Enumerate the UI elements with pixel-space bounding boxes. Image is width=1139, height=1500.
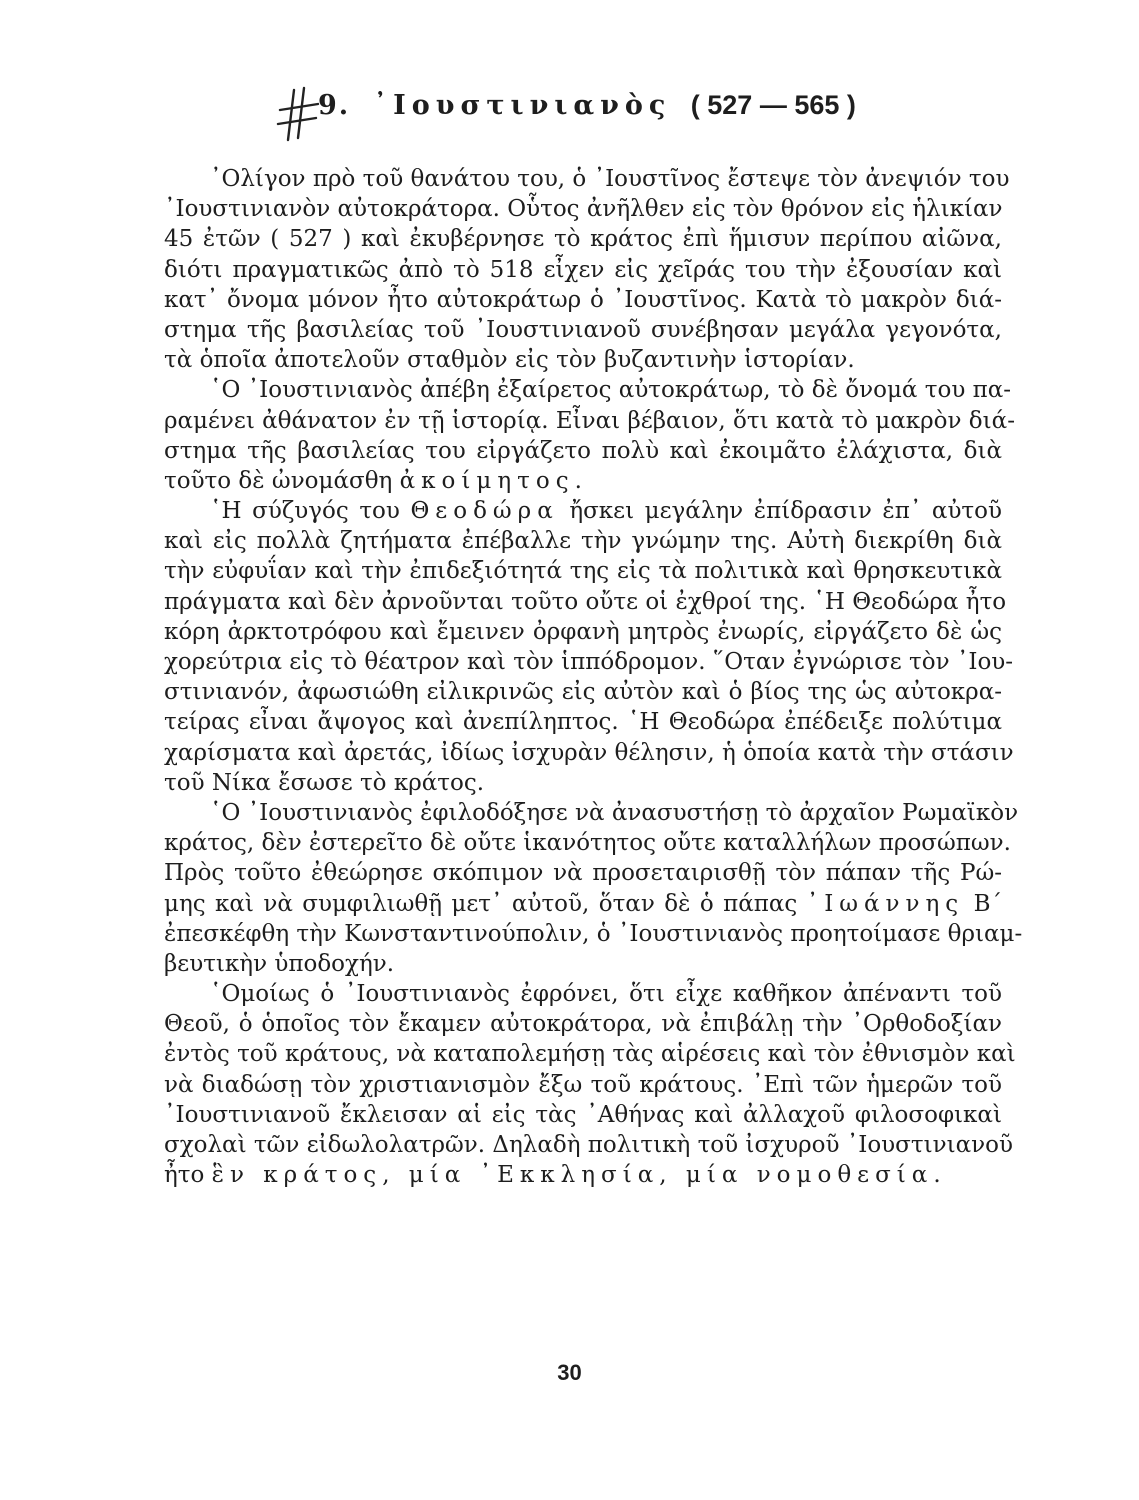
text-line: ᾽Ολίγον πρὸ τοῦ θανάτου του, ὁ ᾽Ιουστῖνος ἔστεψε τὸν ἀνεψιόν του [210, 166, 1010, 192]
text-line: σχολαὶ τῶν εἰδωλολατρῶν. Δηλαδὴ πολιτικὴ τοῦ ἰσχυροῦ ᾽Ιουστινιανοῦ [164, 1132, 1013, 1158]
text-segment: Β´ [973, 890, 1003, 917]
text-segment: ἤσκει μεγάλην ἐπίδρασιν ἐπ᾽ αὐτοῦ [569, 498, 1002, 525]
text-line: πράγματα καὶ δὲν ἀρνοῦνται τοῦτο οὔτε οἱ ἐχθροί της. ῾Η Θεοδώρα ἦτο [164, 588, 1007, 615]
text-segment: μης καὶ νὰ συμφιλιωθῇ μετ᾽ αὐτοῦ, ὅταν δὲ ὁ πάπας [164, 890, 798, 917]
text-line: ῾Ο ᾽Ιουστινιανὸς ἐφιλοδόξησε νὰ ἀνασυστήσῃ τὸ ἀρχαῖον Ρωμαϊκὸν [210, 799, 1019, 826]
text-line: βευτικὴν ὑποδοχήν. [164, 950, 395, 977]
text-line: ῾Ομοίως ὁ ᾽Ιουστινιανὸς ἐφρόνει, ὅτι εἶχε καθῆκον ἀπέναντι τοῦ [210, 981, 1002, 1008]
spaced-word-akoimitos: ἀκοίμητος. [399, 467, 588, 494]
text-line: τὰ ὁποῖα ἀποτελοῦν σταθμὸν εἰς τὸν βυζαντινὴν ἱστορίαν. [164, 347, 855, 374]
text-line: στινιανόν, ἀφωσιώθη εἰλικρινῶς εἰς αὐτὸν καὶ ὁ βίος της ὡς αὐτοκρα- [164, 679, 1002, 706]
page-number: 30 [557, 1360, 582, 1385]
text-line: καὶ εἰς πολλὰ ζητήματα ἐπέβαλλε τὴν γνώμην της. Αὐτὴ διεκρίθη διὰ [164, 528, 1002, 555]
text-line [164, 889, 1002, 919]
text-line: ραμένει ἀθάνατον ἐν τῇ ἱστορίᾳ. Εἶναι βέβαιον, ὅτι κατὰ τὸ μακρὸν διά- [164, 407, 1015, 434]
text-segment: ῾Η σύζυγός του [210, 498, 400, 525]
text-segment: τοῦτο δὲ ὠνομάσθη [164, 467, 393, 494]
text-line: στημα τῆς βασιλείας του εἰργάζετο πολὺ καὶ ἐκοιμᾶτο ἐλάχιστα, διὰ [164, 437, 1002, 464]
text-segment: ἦτο [164, 1162, 205, 1189]
text-line [164, 466, 1002, 496]
chapter-years: ( 527 — 565 ) [690, 90, 856, 120]
handwritten-hash-mark [276, 86, 324, 144]
text-line [164, 1160, 1002, 1190]
text-line: νὰ διαδώσῃ τὸν χριστιανισμὸν ἔξω τοῦ κράτους. ᾽Επὶ τῶν ἡμερῶν τοῦ [164, 1071, 1002, 1098]
text-line: ἐπεσκέφθη τὴν Κωνσταντινούπολιν, ὁ ᾽Ιουστινιανὸς προητοίμασε θριαμ- [164, 920, 1023, 947]
text-line: στημα τῆς βασιλείας τοῦ ᾽Ιουστινιανοῦ συνέβησαν μεγάλα γεγονότα, [164, 316, 1002, 343]
spaced-word-theodora: Θεοδώρα [410, 498, 559, 525]
text-line: χαρίσματα καὶ ἀρετάς, ἰδίως ἰσχυρὰν θέλησιν, ἡ ὁποία κατὰ τὴν στάσιν [164, 739, 1014, 766]
text-line: Πρὸς τοῦτο ἐθεώρησε σκόπιμον νὰ προσεταιρισθῇ τὸν πάπαν τῆς Ρώ- [164, 860, 1002, 887]
text-line: ᾽Ιουστινιανοῦ ἔκλεισαν αἱ εἰς τὰς ᾽Αθήνας καὶ ἀλλαχοῦ φιλοσοφικαὶ [164, 1101, 1002, 1128]
text-line: διότι πραγματικῶς ἀπὸ τὸ 518 εἶχεν εἰς χεῖράς του τὴν ἐξουσίαν καὶ [164, 256, 1002, 283]
text-line: χορεύτρια εἰς τὸ θέατρον καὶ τὸν ἱππόδρομον. ῞Οταν ἐγνώρισε τὸν ᾽Ιου- [164, 649, 1014, 675]
chapter-number: 9. [318, 90, 351, 121]
text-line [164, 496, 1002, 526]
text-line: τὴν εὐφυΐαν καὶ τὴν ἐπιδεξιότητά της εἰς τὰ πολιτικὰ καὶ θρησκευτικὰ [164, 558, 1002, 585]
spaced-motto: ἓν κράτος, μία ᾽Εκκλησία, μία νομοθεσία. [211, 1162, 947, 1189]
text-line: 45 ἐτῶν ( 527 ) καὶ ἐκυβέρνησε τὸ κράτος ἐπὶ ἥμισυν περίπου αἰῶνα, [164, 226, 1002, 253]
text-line: τοῦ Νίκα ἔσωσε τὸ κράτος. [164, 769, 485, 796]
text-line: τείρας εἶναι ἄψογος καὶ ἀνεπίληπτος. ῾Η Θεοδώρα ἐπέδειξε πολύτιμα [164, 709, 1002, 736]
spaced-word-ioannis: ᾽Ιωάννης [806, 890, 965, 917]
body-text [164, 164, 1023, 1190]
text-line: ᾽Ιουστινιανὸν αὐτοκράτορα. Οὗτος ἀνῆλθεν εἰς τὸν θρόνον εἰς ἡλικίαν [164, 196, 1003, 223]
text-line: Θεοῦ, ὁ ὁποῖος τὸν ἔκαμεν αὐτοκράτορα, νὰ ἐπιβάλῃ τὴν ᾽Ορθοδοξίαν [164, 1011, 1002, 1038]
chapter-heading [318, 90, 918, 121]
chapter-title: ᾽Ιουστινιανὸς [373, 90, 672, 121]
text-line: κόρη ἀρκτοτρόφου καὶ ἔμεινεν ὀρφανὴ μητρὸς ἐνωρίς, εἰργάζετο δὲ ὡς [164, 618, 1002, 645]
text-line: κατ᾽ ὄνομα μόνον ἦτο αὐτοκράτωρ ὁ ᾽Ιουστῖνος. Κατὰ τὸ μακρὸν διά- [164, 286, 1002, 313]
text-line: κράτος, δὲν ἐστερεῖτο δὲ οὔτε ἱκανότητος οὔτε καταλλήλων προσώπων. [164, 830, 1011, 857]
text-line: ἐντὸς τοῦ κράτους, νὰ καταπολεμήσῃ τὰς αἱρέσεις καὶ τὸν ἐθνισμὸν καὶ [164, 1041, 1016, 1068]
text-line: ῾Ο ᾽Ιουστινιανὸς ἀπέβη ἐξαίρετος αὐτοκράτωρ, τὸ δὲ ὄνομά του πα- [210, 377, 1012, 404]
